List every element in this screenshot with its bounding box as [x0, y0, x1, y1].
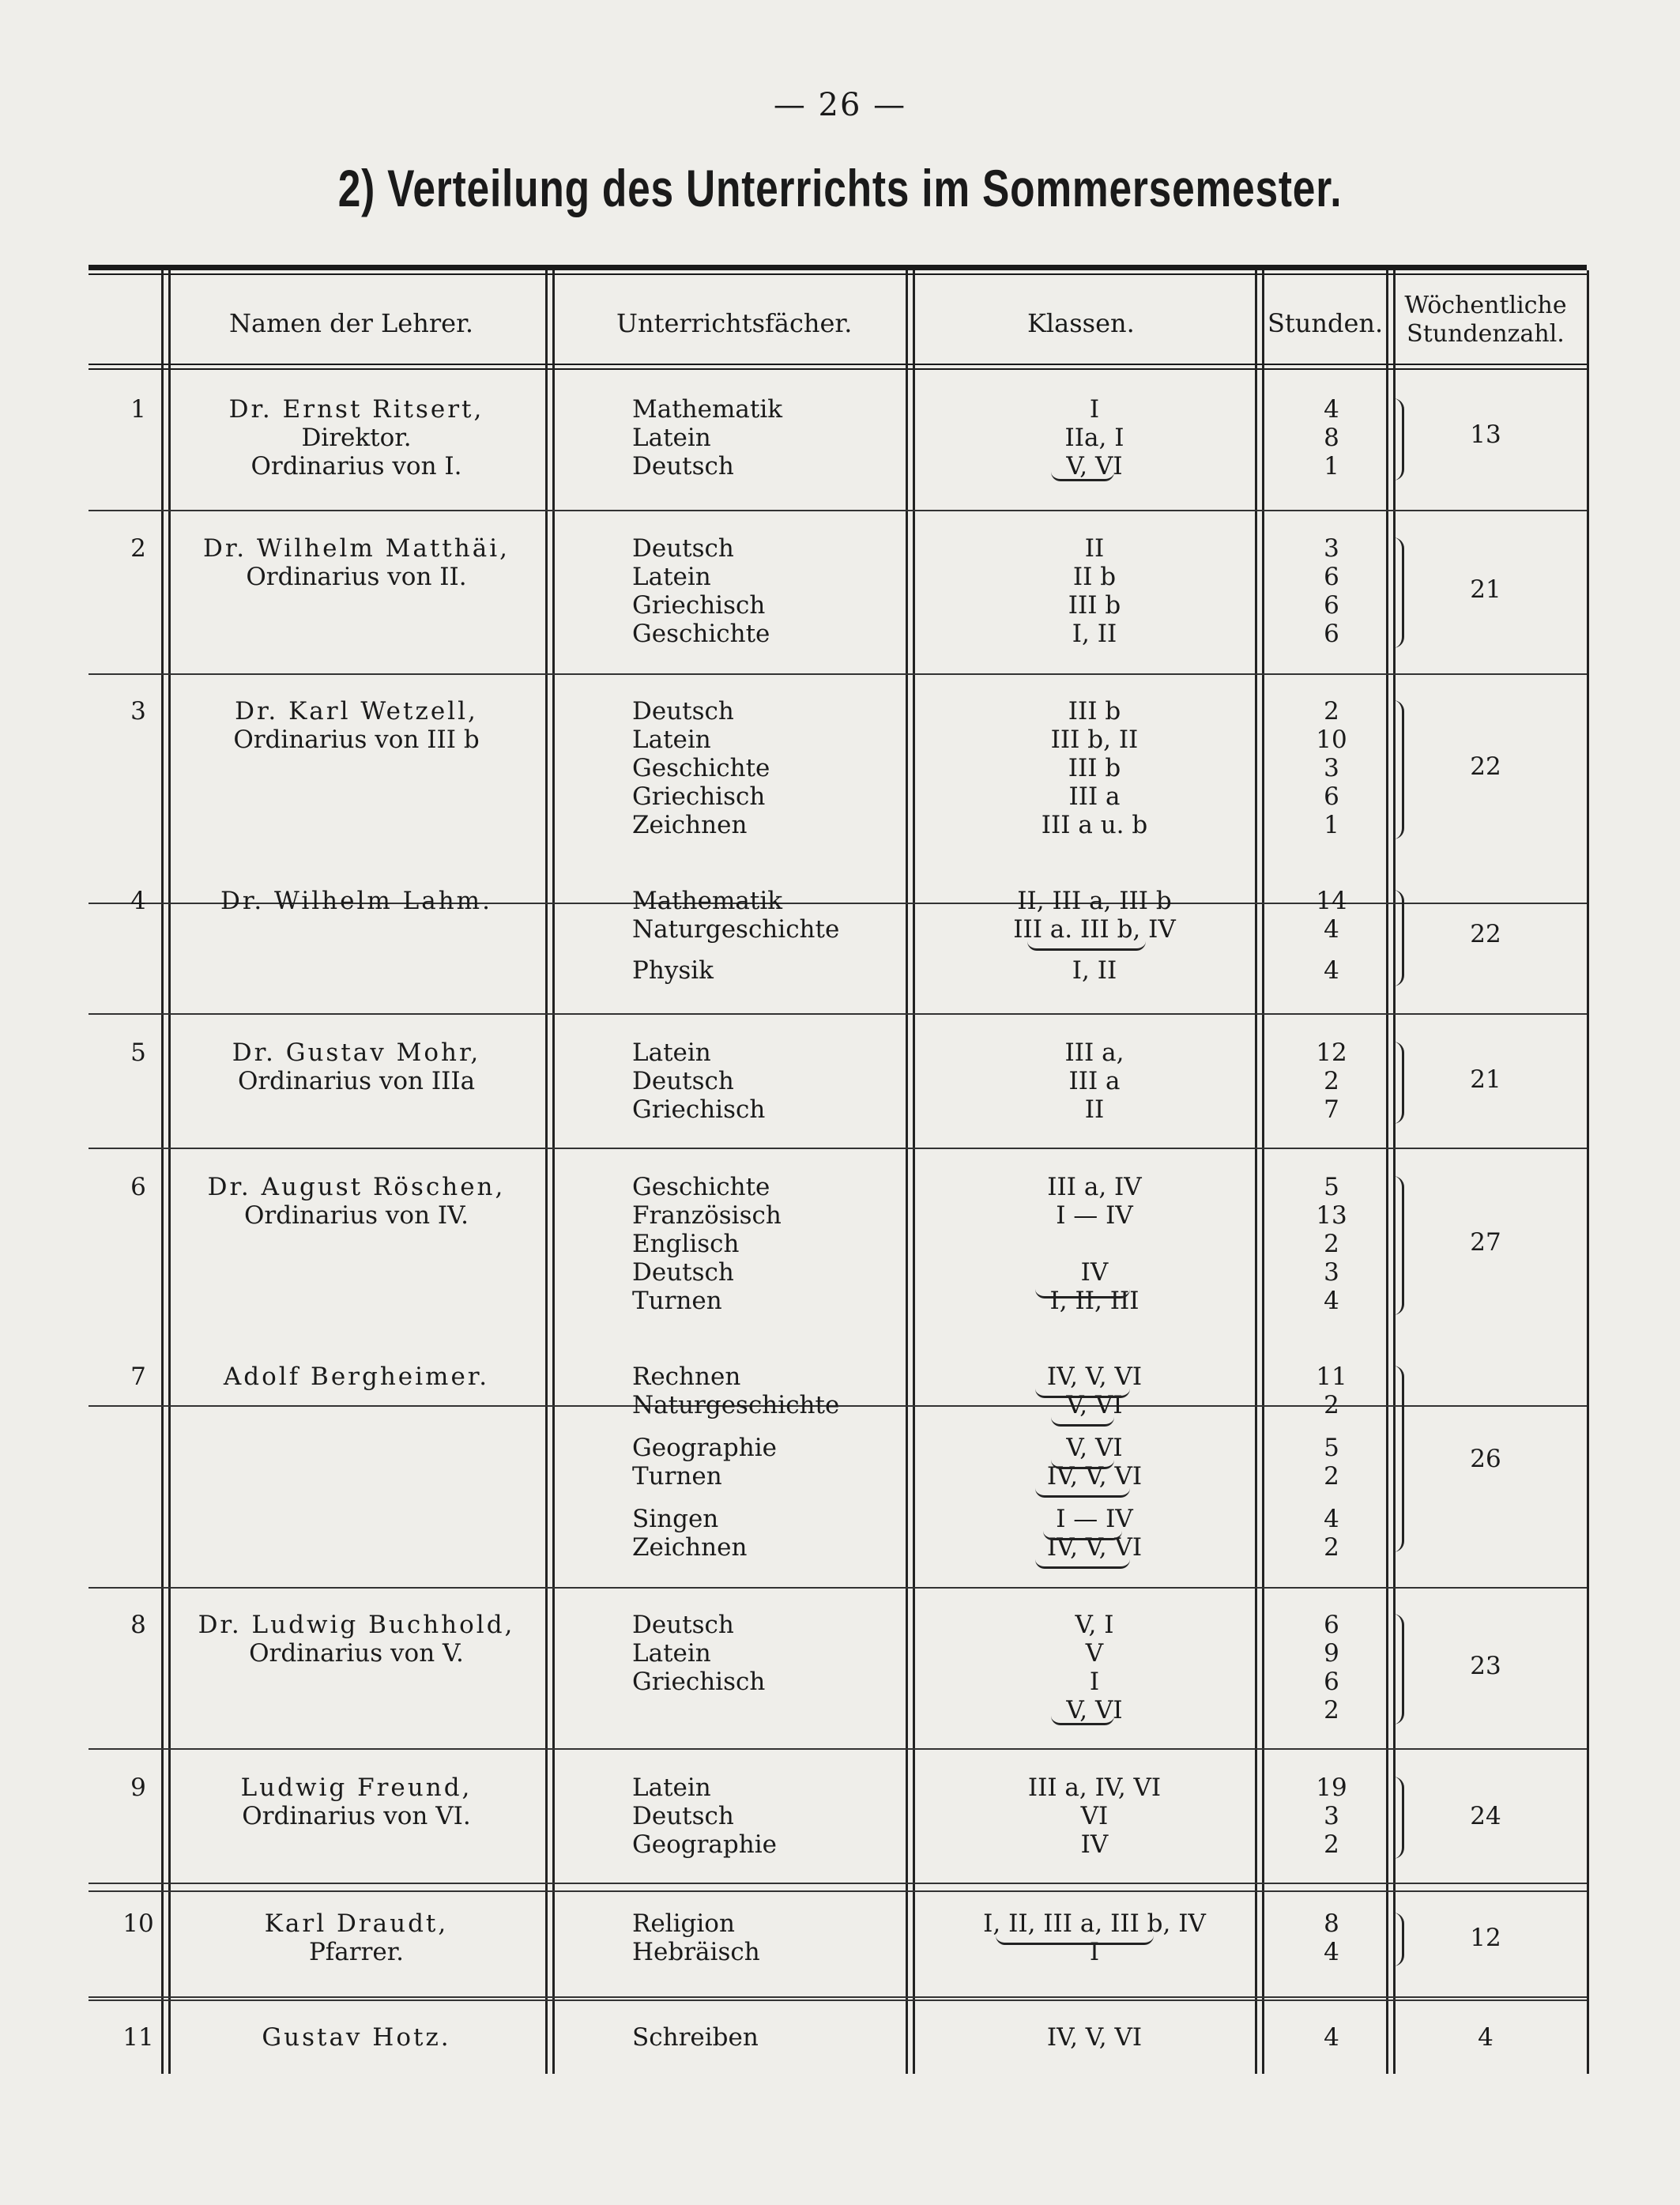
subjects	[632, 1909, 760, 1966]
hours	[1272, 697, 1391, 839]
table-bottom-rule	[89, 2000, 1587, 2001]
subject: Turnen	[632, 1287, 722, 1315]
row-number: 5	[130, 1038, 146, 1067]
row-number: 1	[130, 395, 146, 424]
teacher-name	[171, 1773, 542, 1830]
hour-value: 2	[1324, 1067, 1339, 1095]
class-brace	[1051, 1715, 1114, 1725]
subject: Griechisch	[632, 591, 766, 620]
teacher-name	[171, 887, 542, 915]
teacher-name	[171, 697, 542, 754]
hours	[1272, 1038, 1391, 1124]
column-line	[1255, 270, 1264, 2074]
hour-value: 4	[1324, 1938, 1339, 1966]
hour-value: 2	[1324, 697, 1339, 726]
subject: Deutsch	[632, 1067, 734, 1095]
hours	[1272, 2023, 1391, 2052]
subject: Latein	[632, 563, 711, 591]
hour-value: 6	[1324, 563, 1339, 591]
hours	[1272, 1773, 1391, 1859]
subject: Deutsch	[632, 697, 734, 726]
row-separator	[89, 510, 1587, 511]
teacher-line: Ordinarius von III b	[233, 726, 480, 754]
class: II, III a, III b	[1017, 887, 1172, 915]
row-number: 4	[130, 887, 146, 915]
row-separator	[89, 673, 1587, 675]
class: V, VI	[1066, 1434, 1123, 1462]
classes	[940, 697, 1249, 839]
classes	[940, 534, 1249, 648]
class-brace	[1051, 471, 1114, 481]
class: I, II, III	[1049, 1287, 1139, 1315]
subjects	[632, 1773, 777, 1859]
hour-value: 4	[1324, 915, 1339, 944]
teacher-line: Karl Draudt,	[264, 1909, 449, 1938]
class: III b, II	[1050, 726, 1139, 754]
subject: Physik	[632, 956, 714, 985]
hour-value: 4	[1324, 2023, 1339, 2052]
header-teacher: Namen der Lehrer.	[229, 308, 474, 338]
header-rule-2	[89, 368, 1587, 370]
hour-value: 6	[1324, 591, 1339, 620]
subjects	[632, 1173, 782, 1315]
class-brace	[1035, 1559, 1130, 1569]
class: III b	[1068, 591, 1121, 620]
hour-value: 4	[1324, 1505, 1339, 1533]
teacher-line: Ordinarius von IIIa	[237, 1067, 476, 1095]
subject: Naturgeschichte	[632, 915, 840, 944]
class: V, VI	[1066, 452, 1123, 481]
header-weekly-total-line1: Wöchentliche	[1404, 292, 1567, 319]
class: IV	[1080, 1830, 1109, 1859]
teacher-name	[171, 1611, 542, 1668]
column-line	[906, 270, 915, 2074]
table-top-rule-thin	[89, 273, 1587, 275]
hour-value: 2	[1324, 1696, 1339, 1724]
subject: Singen	[632, 1505, 719, 1533]
subject: Naturgeschichte	[632, 1391, 840, 1419]
hours	[1272, 1611, 1391, 1724]
class: I — IV	[1056, 1201, 1133, 1230]
class: V, VI	[1066, 1391, 1123, 1419]
class: III b	[1068, 697, 1121, 726]
hour-value: 13	[1316, 1201, 1347, 1230]
subject: Mathematik	[632, 395, 783, 424]
hour-value: 7	[1324, 1095, 1339, 1124]
row-separator	[89, 1013, 1587, 1015]
hour-value: 11	[1316, 1363, 1347, 1391]
classes	[940, 1038, 1249, 1124]
class: III a,	[1064, 1038, 1124, 1067]
teacher-line: Dr. Ludwig Buchhold,	[198, 1611, 515, 1639]
row-number: 10	[122, 1909, 154, 1938]
hour-value: 3	[1324, 534, 1339, 563]
hour-value: 2	[1324, 1230, 1339, 1258]
class: IV, V, VI	[1046, 1363, 1143, 1391]
column-line	[1587, 270, 1589, 2074]
teacher-line: Direktor.	[301, 424, 412, 452]
classes	[940, 2023, 1249, 2052]
hour-value: 12	[1316, 1038, 1347, 1067]
hours	[1272, 395, 1391, 481]
teacher-line: Adolf Bergheimer.	[223, 1363, 490, 1391]
row-separator	[89, 1883, 1587, 1884]
subject: Zeichnen	[632, 811, 748, 839]
header-subjects: Unterrichtsfächer.	[616, 308, 853, 338]
header-hours: Stunden.	[1268, 308, 1384, 338]
header-weekly-total-line2: Stundenzahl.	[1407, 320, 1565, 348]
page-title: 2) Verteilung des Unterrichts im Sommersemester.	[337, 159, 1343, 217]
class: IV, V, VI	[1046, 2023, 1143, 2052]
hour-value: 14	[1316, 887, 1347, 915]
teacher-name	[171, 395, 542, 481]
table-bottom-rule	[89, 1996, 1587, 1998]
weekly-total: 24	[1470, 1802, 1501, 1830]
subjects	[632, 2023, 759, 2052]
hour-value: 1	[1324, 811, 1339, 839]
row-number: 6	[130, 1173, 146, 1201]
header-weekly-total	[1396, 291, 1576, 348]
column-line	[545, 270, 555, 2074]
teacher-line: Ordinarius von V.	[249, 1639, 464, 1668]
teacher-line: Ordinarius von II.	[246, 563, 467, 591]
teacher-name	[171, 1363, 542, 1391]
hour-value: 19	[1316, 1773, 1347, 1802]
subject: Griechisch	[632, 782, 766, 811]
class: III b	[1068, 754, 1121, 782]
row-number: 2	[130, 534, 146, 563]
subjects	[632, 395, 782, 481]
row-separator	[89, 1587, 1587, 1589]
hours	[1272, 887, 1391, 985]
teacher-line: Dr. Wilhelm Matthäi,	[203, 534, 510, 563]
hour-value: 5	[1324, 1434, 1339, 1462]
teacher-name	[171, 1038, 542, 1095]
subject: Französisch	[632, 1201, 782, 1230]
class: III a	[1068, 1067, 1121, 1095]
teacher-line: Dr. Gustav Mohr,	[232, 1038, 481, 1067]
classes	[940, 395, 1249, 481]
teacher-line: Pfarrer.	[308, 1938, 405, 1966]
row-number: 3	[130, 697, 146, 726]
weekly-total: 27	[1470, 1228, 1501, 1257]
hour-value: 8	[1324, 424, 1339, 452]
hour-value: 6	[1324, 782, 1339, 811]
subject: Deutsch	[632, 1802, 734, 1830]
subject: Hebräisch	[632, 1938, 760, 1966]
teacher-line: Dr. Wilhelm Lahm.	[220, 887, 492, 915]
weekly-total: 21	[1470, 1065, 1501, 1094]
class: V	[1085, 1639, 1104, 1668]
subject: Griechisch	[632, 1095, 766, 1124]
teacher-name	[171, 534, 542, 591]
subject: Geschichte	[632, 1173, 770, 1201]
classes	[940, 887, 1249, 985]
subject: Deutsch	[632, 452, 734, 481]
hour-value: 10	[1316, 726, 1347, 754]
hour-value: 5	[1324, 1173, 1339, 1201]
class-brace	[1051, 1416, 1114, 1427]
row-number: 11	[122, 2023, 154, 2052]
class: I	[1089, 1938, 1100, 1966]
classes	[940, 1611, 1249, 1724]
subject: Zeichnen	[632, 1533, 748, 1562]
teacher-line: Ordinarius von VI.	[242, 1802, 471, 1830]
hour-value: 3	[1324, 1258, 1339, 1287]
teacher-line: Ordinarius von IV.	[244, 1201, 469, 1230]
subject: Latein	[632, 1773, 711, 1802]
subjects	[632, 1611, 765, 1696]
hours	[1272, 534, 1391, 648]
hours	[1272, 1173, 1391, 1315]
row-separator	[89, 1148, 1587, 1149]
class: III a	[1068, 782, 1121, 811]
class: III a, IV	[1047, 1173, 1142, 1201]
subject: Geschichte	[632, 754, 770, 782]
hour-value: 4	[1324, 956, 1339, 985]
class: I, II	[1072, 956, 1117, 985]
hour-value: 8	[1324, 1909, 1339, 1938]
row-separator	[89, 1748, 1587, 1750]
weekly-total: 4	[1478, 2023, 1494, 2052]
teacher-line: Ludwig Freund,	[240, 1773, 473, 1802]
hour-value: 2	[1324, 1391, 1339, 1419]
subject: Latein	[632, 424, 711, 452]
class-brace	[1043, 1530, 1122, 1540]
subject: Deutsch	[632, 534, 734, 563]
hour-value: 3	[1324, 1802, 1339, 1830]
subject: Schreiben	[632, 2023, 759, 2052]
weekly-total: 26	[1470, 1445, 1501, 1473]
row-number: 8	[130, 1611, 146, 1639]
class-brace	[1035, 1288, 1130, 1298]
hour-value: 2	[1324, 1830, 1339, 1859]
hour-value: 2	[1324, 1462, 1339, 1491]
weekly-total: 13	[1470, 420, 1501, 449]
class-brace	[1035, 1388, 1130, 1398]
hour-value: 6	[1324, 1668, 1339, 1696]
subject: Religion	[632, 1909, 735, 1938]
header-classes: Klassen.	[1027, 308, 1135, 338]
teacher-line: Ordinarius von I.	[250, 452, 462, 481]
hour-value: 6	[1324, 1611, 1339, 1639]
subject: Deutsch	[632, 1611, 734, 1639]
class: IV, V, VI	[1046, 1533, 1143, 1562]
teacher-name	[171, 1909, 542, 1966]
class: IIa, I	[1064, 424, 1124, 452]
class: IV	[1080, 1258, 1109, 1287]
subjects	[632, 534, 770, 648]
teacher-name	[171, 2023, 542, 2052]
subjects	[632, 887, 839, 985]
class: III a, IV, VI	[1027, 1773, 1162, 1802]
class-brace	[1027, 940, 1146, 951]
class	[940, 1230, 1249, 1258]
subject: Geographie	[632, 1434, 777, 1462]
subjects	[632, 1038, 765, 1124]
class: IV, V, VI	[1046, 1462, 1143, 1491]
hour-value: 1	[1324, 452, 1339, 481]
hours	[1272, 1909, 1391, 1966]
page-number: — 26 —	[773, 87, 907, 123]
subject: Latein	[632, 1639, 711, 1668]
weekly-total: 22	[1470, 920, 1501, 948]
classes	[940, 1773, 1249, 1859]
teacher-line: Gustav Hotz.	[262, 2023, 451, 2052]
row-separator	[89, 1890, 1587, 1892]
class: V, I	[1075, 1611, 1114, 1639]
class: II b	[1072, 563, 1117, 591]
class: I, II, III a, III b, IV	[983, 1909, 1206, 1938]
subject: Geographie	[632, 1830, 777, 1859]
class: II	[1084, 534, 1105, 563]
class: III a. III b, IV	[1013, 915, 1176, 944]
weekly-total: 22	[1470, 752, 1501, 781]
subject: Englisch	[632, 1230, 740, 1258]
weekly-total: 21	[1470, 575, 1501, 604]
hour-value: 3	[1324, 754, 1339, 782]
class: I, II	[1072, 620, 1117, 648]
header-rule	[89, 364, 1587, 365]
hour-value: 9	[1324, 1639, 1339, 1668]
row-number: 9	[130, 1773, 146, 1802]
class: I — IV	[1056, 1505, 1133, 1533]
hours	[1272, 1363, 1391, 1562]
class-brace	[996, 1935, 1154, 1945]
subject: Latein	[632, 726, 711, 754]
table-top-rule	[89, 265, 1587, 270]
subject: Deutsch	[632, 1258, 734, 1287]
class-brace	[1035, 1487, 1130, 1498]
class: I	[1089, 395, 1100, 424]
subject: Griechisch	[632, 1668, 766, 1696]
class: III a u. b	[1041, 811, 1148, 839]
weekly-total: 23	[1470, 1652, 1501, 1680]
subject: Mathematik	[632, 887, 783, 915]
class: I	[1089, 1668, 1100, 1696]
hour-value: 2	[1324, 1533, 1339, 1562]
teacher-name	[171, 1173, 542, 1230]
hour-value: 6	[1324, 620, 1339, 648]
hour-value: 4	[1324, 1287, 1339, 1315]
subject: Turnen	[632, 1462, 722, 1491]
class: VI	[1080, 1802, 1109, 1830]
hour-value: 4	[1324, 395, 1339, 424]
teacher-line: Dr. Ernst Ritsert,	[228, 395, 484, 424]
class-brace	[1051, 1459, 1114, 1469]
weekly-total: 12	[1470, 1924, 1501, 1952]
teacher-line: Dr. August Röschen,	[207, 1173, 506, 1201]
row-number: 7	[130, 1363, 146, 1391]
subjects	[632, 1363, 839, 1562]
class: V, VI	[1066, 1696, 1123, 1724]
class: II	[1084, 1095, 1105, 1124]
subject: Latein	[632, 1038, 711, 1067]
subject: Geschichte	[632, 620, 770, 648]
subject: Rechnen	[632, 1363, 741, 1391]
teacher-line: Dr. Karl Wetzell,	[235, 697, 478, 726]
subjects	[632, 697, 770, 839]
